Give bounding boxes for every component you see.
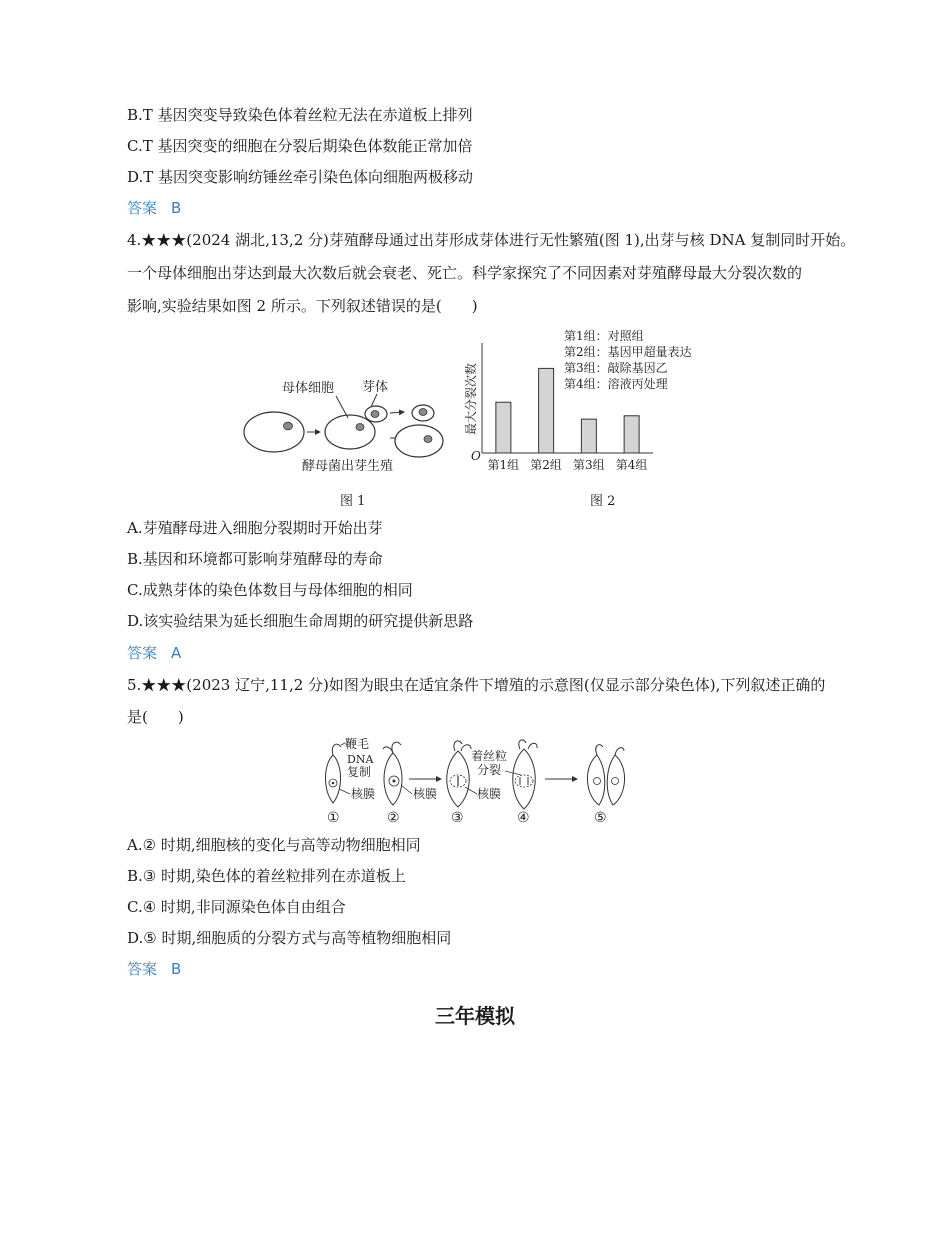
legend-entry: 第1组：对照组 xyxy=(564,329,644,343)
x-tick-label: 第2组 xyxy=(530,458,562,472)
euglena-stage-1 xyxy=(326,744,342,803)
mother-cell-2 xyxy=(325,415,375,449)
q3-option-c: C.T 基因突变的细胞在分裂后期染色体数能正常加倍 xyxy=(127,137,473,155)
label-flagellum: 鞭毛 xyxy=(345,737,370,751)
mother-cell-3 xyxy=(395,425,443,457)
q3-option-b: B.T 基因突变导致染色体着丝粒无法在赤道板上排列 xyxy=(127,106,473,124)
nucleus-icon xyxy=(284,422,293,430)
q4-option-b: B.基因和环境都可影响芽殖酵母的寿命 xyxy=(127,550,383,568)
q5-stem-line1: 5.★★★(2023 辽宁,11,2 分)如图为眼虫在适宜条件下增殖的示意图(仅显示部分染色体),下列叙述正确的 xyxy=(127,676,826,694)
euglena-stage-5 xyxy=(587,745,624,805)
yeast-budding-figure xyxy=(240,372,450,482)
label-bud: 芽体 xyxy=(362,380,389,395)
euglena-stage-4 xyxy=(513,740,537,809)
q4-stem-line1: 4.★★★(2024 湖北,13,2 分)芽殖酵母通过出芽形成芽体进行无性繁殖(图 1),出芽与核 DNA 复制同时开始。 xyxy=(127,231,856,249)
q4-stem-line3: 影响,实验结果如图 2 所示。下列叙述错误的是( ) xyxy=(127,297,478,315)
answer-value: B xyxy=(171,199,182,217)
label-replication: 复制 xyxy=(347,765,372,779)
q4-option-c: C.成熟芽体的染色体数目与母体细胞的相同 xyxy=(127,581,413,599)
stage-label-4: ④ xyxy=(517,810,530,826)
label-split: 分裂 xyxy=(477,763,502,777)
q5-option-d: D.⑤ 时期,细胞质的分裂方式与高等植物细胞相同 xyxy=(127,929,452,947)
nucleus-icon xyxy=(356,424,364,431)
answer-value: A xyxy=(171,644,182,662)
q4-option-a: A.芽殖酵母进入细胞分裂期时开始出芽 xyxy=(127,519,383,537)
stage-label-2: ② xyxy=(387,810,400,826)
fig1-inner-caption: 酵母菌出芽生殖 xyxy=(302,459,394,474)
q5-option-b: B.③ 时期,染色体的着丝粒排列在赤道板上 xyxy=(127,867,406,885)
section-title: 三年模拟 xyxy=(435,1004,515,1028)
euglena-stage-2 xyxy=(383,742,402,805)
bar-1 xyxy=(496,402,511,453)
fig1-title: 图 1 xyxy=(340,494,366,509)
chart-origin-label: O xyxy=(471,449,481,463)
bar-4 xyxy=(624,416,639,453)
euglena-division-figure xyxy=(315,735,645,827)
label-dna: DNA xyxy=(347,753,374,766)
x-tick-label: 第4组 xyxy=(615,458,648,472)
max-division-bar-chart xyxy=(460,325,725,480)
bar-2 xyxy=(539,368,554,453)
q3-answer xyxy=(127,198,181,218)
q5-option-c: C.④ 时期,非同源染色体自由组合 xyxy=(127,898,346,916)
nucleus-icon xyxy=(419,409,427,416)
x-tick-label: 第1组 xyxy=(487,458,520,472)
stage-label-3: ③ xyxy=(451,810,464,826)
stage-label-1: ① xyxy=(327,810,340,826)
legend-entry: 第2组：基因甲超量表达 xyxy=(564,345,692,359)
x-tick-label: 第3组 xyxy=(573,458,605,472)
q5-option-a: A.② 时期,细胞核的变化与高等动物细胞相同 xyxy=(127,836,421,854)
answer-value: B xyxy=(171,960,182,978)
label-membrane-3: 核膜 xyxy=(477,787,502,801)
label-membrane-1: 核膜 xyxy=(351,787,376,801)
q4-stem-line2: 一个母体细胞出芽达到最大次数后就会衰老、死亡。科学家探究了不同因素对芽殖酵母最大分裂次数的 xyxy=(127,264,803,282)
legend-entry: 第4组：溶液丙处理 xyxy=(564,377,668,391)
stage-label-5: ⑤ xyxy=(594,810,607,826)
answer-label: 答案 xyxy=(127,199,158,217)
nucleus-icon xyxy=(371,411,379,418)
label-centromere: 着丝粒 xyxy=(471,749,508,763)
legend-entry: 第3组：敲除基因乙 xyxy=(564,361,668,375)
answer-label: 答案 xyxy=(127,960,158,978)
bar-3 xyxy=(581,419,596,453)
q3-option-d: D.T 基因突变影响纺锤丝牵引染色体向细胞两极移动 xyxy=(127,168,474,186)
euglena-stage-3 xyxy=(447,741,471,807)
nucleus-icon xyxy=(424,436,432,443)
chart-y-axis-label: 最大分裂次数 xyxy=(464,362,478,435)
label-membrane-2: 核膜 xyxy=(413,787,438,801)
q4-answer xyxy=(127,643,181,663)
answer-label: 答案 xyxy=(127,644,158,662)
q4-option-d: D.该实验结果为延长细胞生命周期的研究提供新思路 xyxy=(127,612,474,630)
q5-stem-line2: 是( ) xyxy=(127,708,184,726)
label-mother-cell: 母体细胞 xyxy=(282,381,335,396)
q5-answer xyxy=(127,959,181,979)
mother-cell-1 xyxy=(244,412,304,452)
fig2-title: 图 2 xyxy=(590,494,616,509)
